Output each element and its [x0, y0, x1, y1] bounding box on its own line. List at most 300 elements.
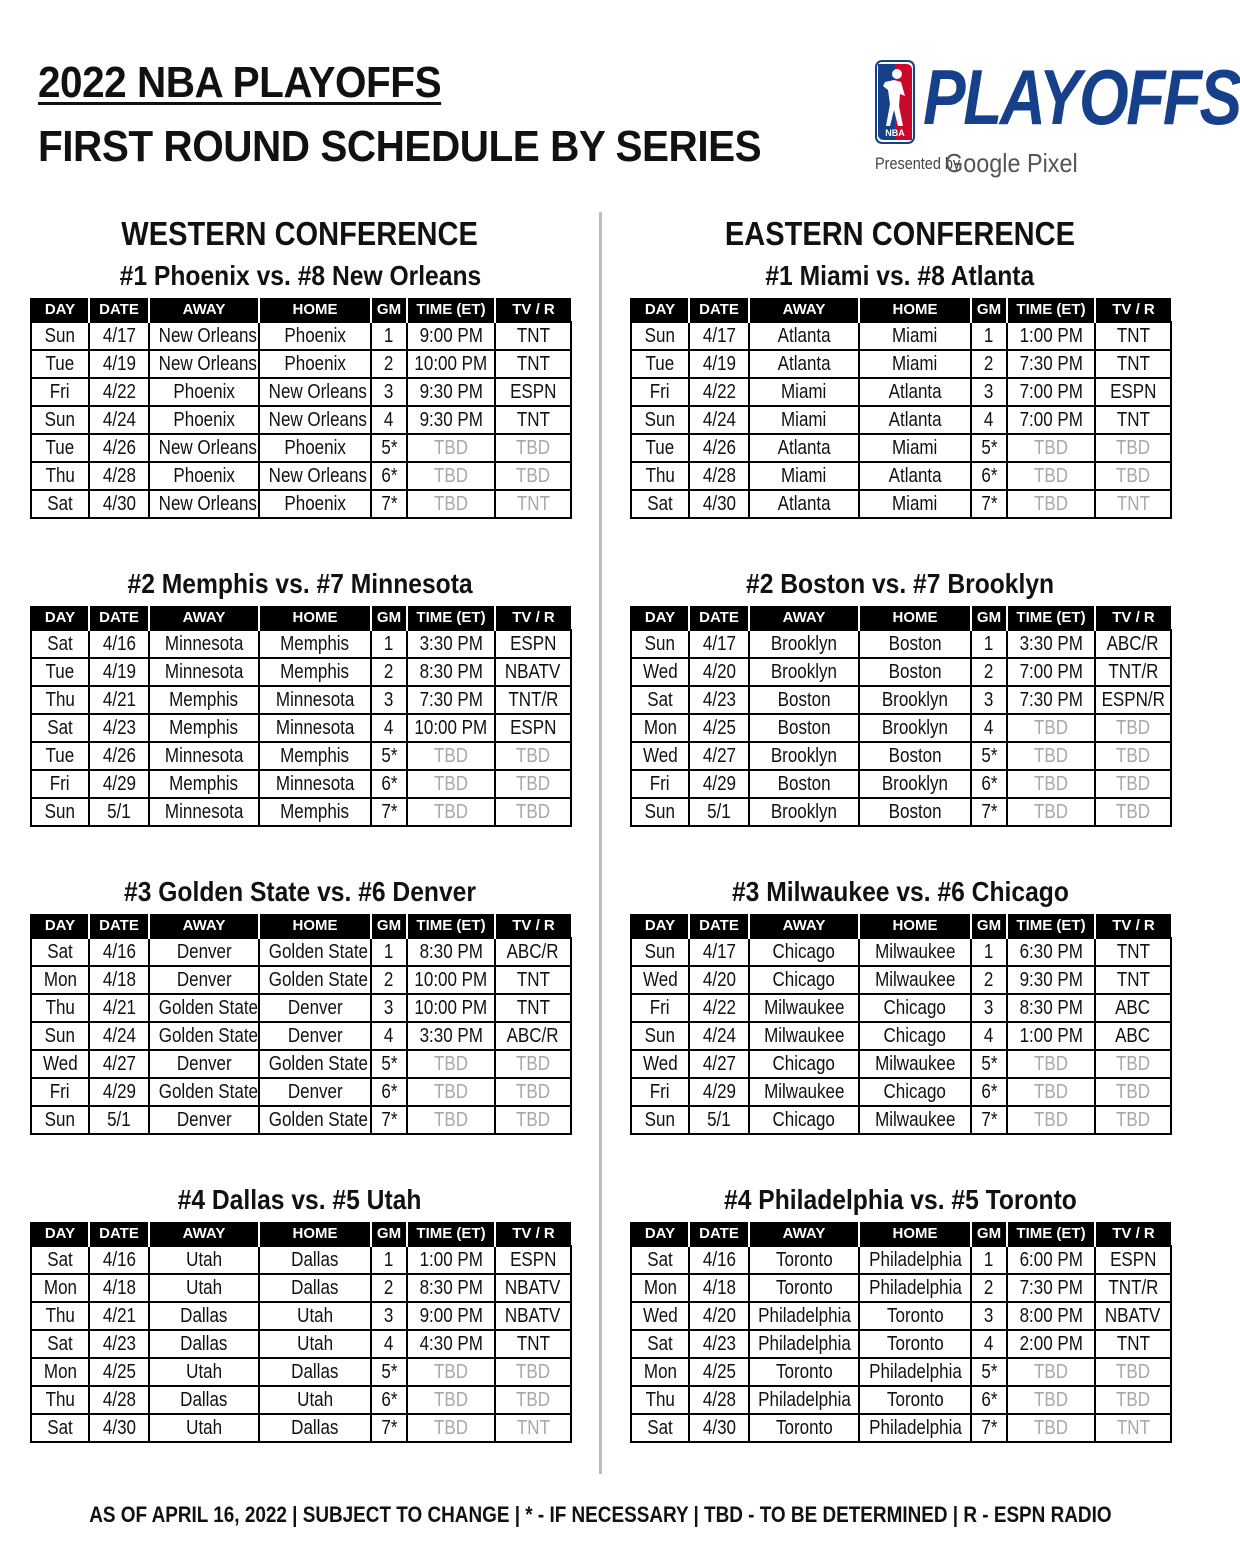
table-cell: 8:30 PM — [407, 1274, 495, 1302]
table-cell: 7:00 PM — [1007, 406, 1095, 434]
table-cell: TBD — [495, 1106, 571, 1134]
table-cell: 2 — [371, 350, 407, 378]
table-cell: TNT — [495, 406, 571, 434]
table-cell: Mon — [631, 1358, 689, 1386]
schedule-table — [630, 1222, 1172, 1443]
table-cell: Fri — [631, 994, 689, 1022]
table-cell: Sat — [31, 1246, 89, 1274]
table-cell: TNT — [495, 322, 571, 350]
table-cell: NBATV — [1095, 1302, 1171, 1330]
table-cell: 3 — [971, 686, 1007, 714]
table-cell: Minnesota — [149, 742, 259, 770]
table-cell: Golden State — [149, 994, 259, 1022]
table-row — [31, 378, 571, 406]
table-cell: 10:00 PM — [407, 714, 495, 742]
column-header: DATE — [689, 298, 749, 322]
table-cell: Memphis — [259, 742, 371, 770]
column-header: DATE — [689, 914, 749, 938]
table-cell: 2 — [371, 966, 407, 994]
table-cell: 1 — [971, 938, 1007, 966]
table-cell: 7:30 PM — [407, 686, 495, 714]
table-cell: Milwaukee — [749, 1022, 859, 1050]
table-cell: TBD — [407, 1386, 495, 1414]
table-row — [631, 1246, 1171, 1274]
table-cell: 4/16 — [89, 630, 149, 658]
table-cell: 2 — [971, 658, 1007, 686]
table-cell: Phoenix — [149, 462, 259, 490]
table-cell: 4/19 — [89, 658, 149, 686]
table-cell: 4/27 — [89, 1050, 149, 1078]
table-cell: Boston — [749, 770, 859, 798]
table-cell: Memphis — [149, 714, 259, 742]
table-cell: Denver — [149, 1106, 259, 1134]
table-cell: 6* — [971, 462, 1007, 490]
table-cell: Denver — [259, 1078, 371, 1106]
table-cell: Milwaukee — [749, 1078, 859, 1106]
table-cell: 4/21 — [89, 1302, 149, 1330]
table-cell: Dallas — [149, 1386, 259, 1414]
table-row — [31, 1330, 571, 1358]
table-cell: Dallas — [259, 1274, 371, 1302]
table-cell: Minnesota — [259, 686, 371, 714]
title-block — [38, 58, 824, 172]
table-row — [31, 406, 571, 434]
table-cell: 4/20 — [689, 658, 749, 686]
table-cell: 4/21 — [89, 686, 149, 714]
table-cell: Dallas — [259, 1358, 371, 1386]
table-row — [31, 742, 571, 770]
table-cell: Miami — [749, 406, 859, 434]
table-cell: Fri — [31, 1078, 89, 1106]
table-cell: 7* — [371, 1106, 407, 1134]
table-cell: TBD — [407, 1106, 495, 1134]
table-cell: New Orleans — [149, 322, 259, 350]
table-cell: 4/27 — [689, 1050, 749, 1078]
table-cell: Atlanta — [859, 378, 971, 406]
table-cell: 7* — [971, 798, 1007, 826]
table-cell: Utah — [259, 1386, 371, 1414]
column-header: HOME — [859, 914, 971, 938]
table-cell: Atlanta — [859, 462, 971, 490]
table-cell: 8:30 PM — [1007, 994, 1095, 1022]
table-cell: 9:30 PM — [407, 406, 495, 434]
table-cell: 5/1 — [89, 798, 149, 826]
table-cell: Tue — [31, 434, 89, 462]
table-cell: TBD — [1007, 1414, 1095, 1442]
table-row — [31, 1246, 571, 1274]
eastern-conference — [630, 212, 1170, 1439]
series-title: #3 Milwaukee vs. #6 Chicago — [731, 876, 1069, 907]
table-cell: TNT — [1095, 406, 1171, 434]
table-cell: Utah — [149, 1414, 259, 1442]
table-cell: TNT — [1095, 1414, 1171, 1442]
table-row — [31, 1386, 571, 1414]
table-cell: Sun — [31, 1022, 89, 1050]
table-header-row — [631, 914, 1171, 938]
table-header-row — [631, 298, 1171, 322]
table-cell: 9:00 PM — [407, 322, 495, 350]
table-cell: TBD — [1095, 462, 1171, 490]
column-header: TV / R — [495, 298, 571, 322]
table-cell: New Orleans — [149, 434, 259, 462]
table-cell: TBD — [1095, 1358, 1171, 1386]
table-cell: 9:30 PM — [407, 378, 495, 406]
table-cell: 1 — [371, 630, 407, 658]
series-title: #1 Miami vs. #8 Atlanta — [765, 260, 1035, 291]
table-cell: TBD — [407, 770, 495, 798]
table-cell: ESPN — [1095, 1246, 1171, 1274]
table-cell: Golden State — [149, 1022, 259, 1050]
table-cell: TBD — [495, 770, 571, 798]
table-cell: 4/23 — [89, 714, 149, 742]
table-row — [31, 966, 571, 994]
column-header: DATE — [89, 914, 149, 938]
table-cell: 2 — [971, 966, 1007, 994]
table-row — [631, 322, 1171, 350]
table-row — [31, 1414, 571, 1442]
table-cell: Thu — [31, 1386, 89, 1414]
table-cell: 4/25 — [689, 1358, 749, 1386]
table-cell: Toronto — [859, 1330, 971, 1358]
table-cell: Sat — [31, 1414, 89, 1442]
table-cell: TNT/R — [495, 686, 571, 714]
table-cell: 8:30 PM — [407, 658, 495, 686]
table-cell: Milwaukee — [859, 938, 971, 966]
table-cell: Thu — [631, 1386, 689, 1414]
table-cell: TNT — [1095, 938, 1171, 966]
table-cell: 10:00 PM — [407, 350, 495, 378]
table-cell: Miami — [749, 378, 859, 406]
table-cell: Chicago — [859, 1022, 971, 1050]
table-cell: 6:30 PM — [1007, 938, 1095, 966]
table-cell: Phoenix — [149, 378, 259, 406]
table-cell: 7:30 PM — [1007, 1274, 1095, 1302]
table-cell: 4/17 — [89, 322, 149, 350]
table-cell: Fri — [631, 378, 689, 406]
table-cell: Sat — [31, 714, 89, 742]
column-header: TIME (ET) — [407, 914, 495, 938]
table-cell: TNT — [495, 994, 571, 1022]
table-cell: Philadelphia — [749, 1386, 859, 1414]
table-cell: 5* — [971, 742, 1007, 770]
table-cell: 2 — [971, 1274, 1007, 1302]
table-cell: TNT — [1095, 1330, 1171, 1358]
column-header: TV / R — [495, 606, 571, 630]
table-cell: TBD — [1095, 1078, 1171, 1106]
table-cell: Dallas — [259, 1246, 371, 1274]
table-cell: Dallas — [149, 1330, 259, 1358]
table-cell: ESPN — [1095, 378, 1171, 406]
table-cell: Dallas — [259, 1414, 371, 1442]
table-cell: 3 — [971, 1302, 1007, 1330]
table-cell: Boston — [749, 686, 859, 714]
series-title: #1 Phoenix vs. #8 New Orleans — [119, 260, 481, 291]
column-header: TV / R — [495, 914, 571, 938]
table-cell: New Orleans — [259, 406, 371, 434]
table-cell: 10:00 PM — [407, 994, 495, 1022]
table-cell: 1:00 PM — [407, 1246, 495, 1274]
table-cell: Phoenix — [259, 350, 371, 378]
table-cell: Chicago — [749, 966, 859, 994]
series-block — [630, 564, 1170, 827]
table-cell: 4/29 — [89, 1078, 149, 1106]
table-cell: Minnesota — [259, 714, 371, 742]
table-cell: TBD — [1007, 770, 1095, 798]
conference-title: WESTERN CONFERENCE — [121, 215, 479, 252]
table-row — [631, 462, 1171, 490]
table-cell: Brooklyn — [749, 630, 859, 658]
table-cell: Tue — [631, 434, 689, 462]
column-header: TV / R — [1095, 606, 1171, 630]
table-cell: Fri — [31, 378, 89, 406]
table-cell: 4/24 — [89, 1022, 149, 1050]
table-cell: Philadelphia — [749, 1302, 859, 1330]
table-cell: Toronto — [749, 1414, 859, 1442]
schedule-table — [30, 606, 572, 827]
table-cell: ESPN — [495, 630, 571, 658]
playoffs-logo — [875, 53, 1240, 188]
column-header: AWAY — [749, 298, 859, 322]
table-cell: 4/20 — [689, 1302, 749, 1330]
table-cell: Atlanta — [859, 406, 971, 434]
table-cell: TBD — [1095, 434, 1171, 462]
table-row — [31, 1358, 571, 1386]
series-block — [630, 1180, 1170, 1443]
table-cell: Sat — [31, 630, 89, 658]
table-cell: TBD — [1095, 714, 1171, 742]
table-cell: 4/18 — [89, 966, 149, 994]
table-cell: 4/22 — [89, 378, 149, 406]
column-header: DATE — [689, 606, 749, 630]
column-header: DAY — [31, 914, 89, 938]
table-cell: 4/30 — [89, 1414, 149, 1442]
table-cell: Sun — [631, 630, 689, 658]
table-row — [631, 1022, 1171, 1050]
table-cell: Sun — [31, 1106, 89, 1134]
table-cell: Dallas — [149, 1302, 259, 1330]
table-cell: Utah — [149, 1274, 259, 1302]
table-cell: 5* — [971, 1050, 1007, 1078]
table-cell: 5/1 — [689, 798, 749, 826]
column-header: AWAY — [749, 1222, 859, 1246]
table-cell: 6* — [371, 462, 407, 490]
column-header: HOME — [259, 1222, 371, 1246]
table-cell: Chicago — [859, 1078, 971, 1106]
table-cell: Minnesota — [259, 770, 371, 798]
table-cell: TBD — [407, 1358, 495, 1386]
table-cell: Tue — [31, 350, 89, 378]
table-cell: 4/19 — [89, 350, 149, 378]
table-cell: Utah — [259, 1330, 371, 1358]
table-row — [31, 1106, 571, 1134]
table-cell: 4/30 — [89, 490, 149, 518]
table-cell: Utah — [149, 1358, 259, 1386]
column-header: TIME (ET) — [1007, 1222, 1095, 1246]
table-cell: Denver — [259, 994, 371, 1022]
table-row — [31, 1274, 571, 1302]
table-cell: TBD — [495, 1078, 571, 1106]
table-cell: 4/29 — [689, 1078, 749, 1106]
table-cell: 3 — [371, 378, 407, 406]
table-cell: TNT — [1095, 322, 1171, 350]
table-cell: Toronto — [749, 1358, 859, 1386]
column-header: DATE — [89, 298, 149, 322]
table-cell: 4/28 — [689, 462, 749, 490]
column-header: TV / R — [1095, 1222, 1171, 1246]
table-cell: Miami — [749, 462, 859, 490]
schedule-table — [630, 606, 1172, 827]
table-row — [631, 378, 1171, 406]
column-header: GM — [371, 298, 407, 322]
table-row — [31, 350, 571, 378]
table-cell: 3 — [971, 994, 1007, 1022]
table-cell: Atlanta — [749, 350, 859, 378]
table-cell: New Orleans — [149, 490, 259, 518]
table-cell: Sun — [631, 798, 689, 826]
column-header: HOME — [859, 606, 971, 630]
table-cell: 8:00 PM — [1007, 1302, 1095, 1330]
table-cell: Mon — [631, 714, 689, 742]
table-cell: Utah — [259, 1302, 371, 1330]
table-cell: Golden State — [259, 1106, 371, 1134]
table-cell: 4/30 — [689, 1414, 749, 1442]
table-cell: Philadelphia — [859, 1246, 971, 1274]
table-cell: Boston — [859, 658, 971, 686]
table-row — [631, 714, 1171, 742]
column-header: HOME — [259, 606, 371, 630]
table-row — [631, 1358, 1171, 1386]
table-cell: TBD — [407, 1414, 495, 1442]
table-row — [631, 966, 1171, 994]
table-cell: 4 — [971, 1022, 1007, 1050]
table-cell: Mon — [631, 1274, 689, 1302]
table-cell: Golden State — [149, 1078, 259, 1106]
table-cell: Sun — [31, 322, 89, 350]
table-cell: TBD — [1007, 798, 1095, 826]
table-cell: TNT — [495, 1330, 571, 1358]
table-cell: 9:00 PM — [407, 1302, 495, 1330]
column-header: DAY — [631, 1222, 689, 1246]
table-cell: 4 — [371, 1022, 407, 1050]
table-cell: 4/30 — [689, 490, 749, 518]
table-cell: TNT/R — [1095, 1274, 1171, 1302]
table-cell: ABC/R — [495, 1022, 571, 1050]
series-block — [630, 872, 1170, 1135]
table-cell: 2:00 PM — [1007, 1330, 1095, 1358]
table-cell: 4/17 — [689, 630, 749, 658]
table-row — [631, 770, 1171, 798]
table-cell: Minnesota — [149, 630, 259, 658]
table-cell: 5* — [971, 434, 1007, 462]
table-cell: Boston — [859, 630, 971, 658]
table-cell: 4/17 — [689, 322, 749, 350]
schedule-table — [30, 914, 572, 1135]
footer-notes: AS OF APRIL 16, 2022 | SUBJECT TO CHANGE | * - IF NECESSARY | TBD - TO BE DETERMINED | R - ESPN RADIO — [88, 1502, 1112, 1527]
table-cell: TBD — [1007, 1106, 1095, 1134]
table-cell: Brooklyn — [859, 686, 971, 714]
table-cell: TBD — [1007, 490, 1095, 518]
table-cell: Mon — [31, 1274, 89, 1302]
table-cell: TBD — [495, 798, 571, 826]
table-cell: 6* — [971, 1386, 1007, 1414]
table-cell: 1 — [371, 1246, 407, 1274]
table-cell: TBD — [1095, 742, 1171, 770]
table-cell: Memphis — [259, 630, 371, 658]
table-cell: Tue — [631, 350, 689, 378]
column-header: GM — [371, 914, 407, 938]
column-header: AWAY — [749, 606, 859, 630]
table-cell: Thu — [31, 994, 89, 1022]
table-cell: ESPN — [495, 714, 571, 742]
column-header: TV / R — [495, 1222, 571, 1246]
table-row — [31, 938, 571, 966]
table-cell: 7* — [371, 490, 407, 518]
table-cell: TBD — [407, 1078, 495, 1106]
table-cell: 3:30 PM — [407, 630, 495, 658]
table-cell: 1 — [371, 938, 407, 966]
column-header: TV / R — [1095, 298, 1171, 322]
table-cell: 4/29 — [689, 770, 749, 798]
table-row — [631, 658, 1171, 686]
table-cell: Minnesota — [149, 658, 259, 686]
table-cell: Toronto — [859, 1386, 971, 1414]
column-header: DATE — [689, 1222, 749, 1246]
table-cell: Sun — [631, 1106, 689, 1134]
table-cell: TBD — [1095, 1386, 1171, 1414]
table-cell: Denver — [259, 1022, 371, 1050]
table-cell: 4/18 — [689, 1274, 749, 1302]
table-cell: 5* — [971, 1358, 1007, 1386]
conference-divider — [599, 212, 602, 1474]
table-cell: Brooklyn — [749, 798, 859, 826]
table-cell: Thu — [631, 462, 689, 490]
table-cell: Mon — [31, 1358, 89, 1386]
table-cell: Toronto — [749, 1274, 859, 1302]
table-cell: New Orleans — [149, 350, 259, 378]
table-cell: 7* — [971, 1106, 1007, 1134]
column-header: TIME (ET) — [407, 1222, 495, 1246]
column-header: DAY — [631, 606, 689, 630]
table-row — [631, 938, 1171, 966]
table-cell: 4/26 — [689, 434, 749, 462]
table-cell: Miami — [859, 350, 971, 378]
presented-by-text: Presented by — [875, 154, 961, 173]
table-cell: Toronto — [749, 1246, 859, 1274]
table-cell: TBD — [1007, 434, 1095, 462]
series-title: #3 Golden State vs. #6 Denver — [124, 876, 476, 907]
table-cell: 5* — [371, 742, 407, 770]
table-cell: Toronto — [859, 1302, 971, 1330]
table-cell: Wed — [631, 966, 689, 994]
table-header-row — [31, 1222, 571, 1246]
table-cell: Atlanta — [749, 322, 859, 350]
table-cell: TBD — [495, 434, 571, 462]
column-header: TIME (ET) — [1007, 606, 1095, 630]
table-cell: 2 — [371, 658, 407, 686]
table-cell: 4/22 — [689, 378, 749, 406]
table-row — [631, 1106, 1171, 1134]
column-header: HOME — [859, 298, 971, 322]
table-cell: TBD — [1095, 798, 1171, 826]
table-cell: TNT/R — [1095, 658, 1171, 686]
table-cell: 3 — [371, 994, 407, 1022]
table-cell: TBD — [1007, 1078, 1095, 1106]
table-cell: ABC/R — [1095, 630, 1171, 658]
table-cell: TNT — [1095, 966, 1171, 994]
table-cell: 3 — [371, 1302, 407, 1330]
table-cell: Fri — [31, 770, 89, 798]
table-cell: 6* — [971, 770, 1007, 798]
